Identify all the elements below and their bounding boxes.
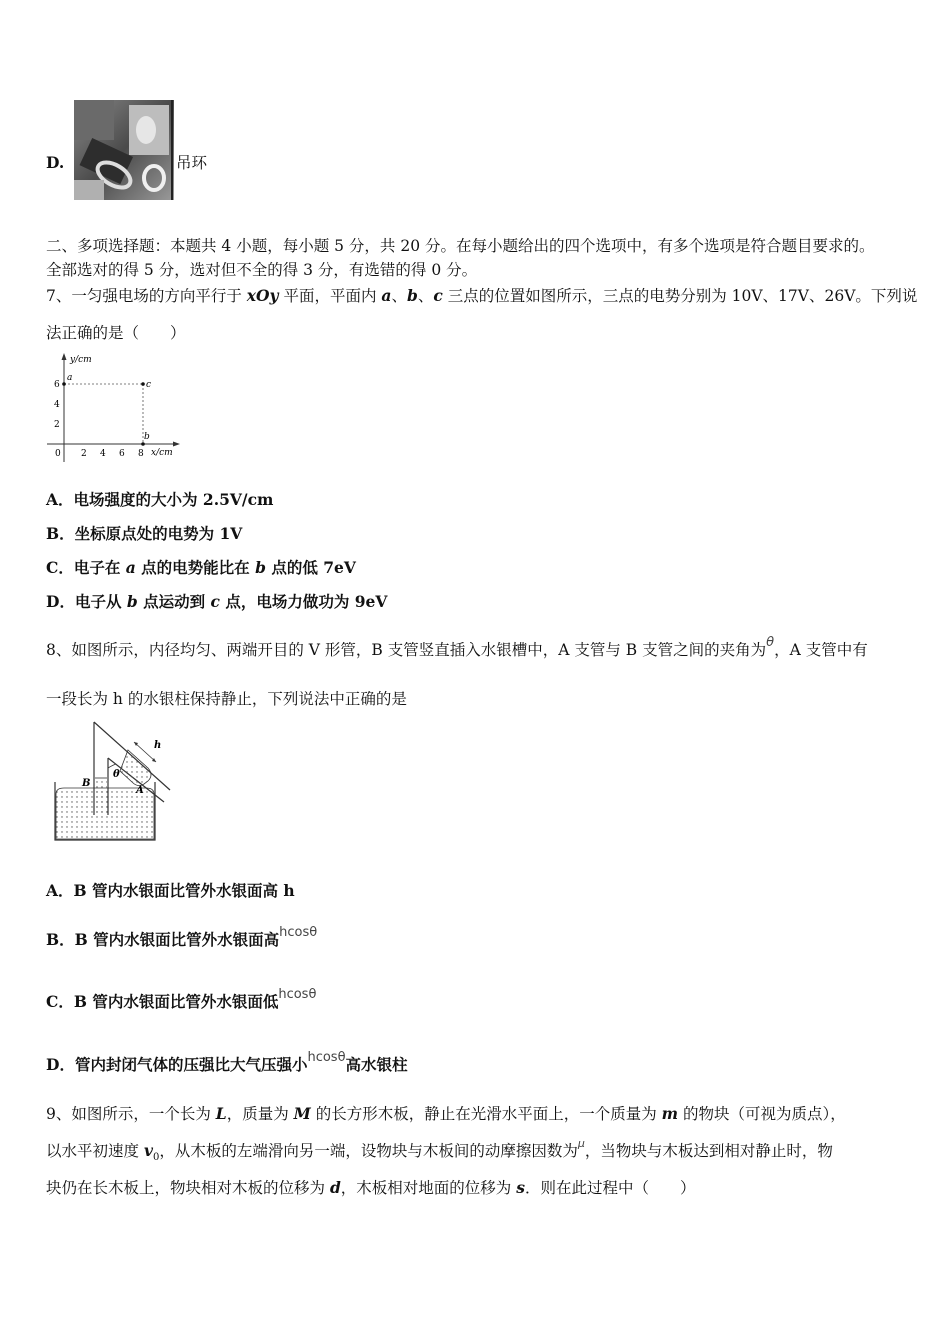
- label-h: h: [154, 740, 162, 751]
- q7-point-c: c: [433, 286, 443, 305]
- section2-instructions-2: 全部选对的得 5 分，选对但不全的得 3 分，有选错的得 0 分。: [46, 261, 478, 279]
- q8-option-a: A．B 管内水银面比管外水银面高 h: [46, 881, 295, 900]
- q9-stem-line1: [46, 1104, 846, 1124]
- q7-option-c-text: C．电子在: [46, 558, 126, 577]
- ring-photo-image: [74, 100, 174, 200]
- q7-figure: [44, 350, 184, 465]
- y-tick-2: 2: [54, 420, 60, 430]
- point-b-dot: [141, 442, 145, 446]
- q6-option-d-text: 吊环: [176, 154, 208, 172]
- q7-stem-text: 三点的位置如图所示，三点的电势分别为 10V、17V、26V。下列说: [442, 287, 918, 305]
- q9-var-m: m: [661, 1104, 679, 1123]
- q8-option-d: [46, 1050, 408, 1077]
- q7-option-c-var: b: [255, 558, 266, 577]
- point-b-label: b: [144, 432, 150, 442]
- q6-option-d-letter: D.: [46, 153, 65, 172]
- q7-option-a: A．电场强度的大小为 2.5V/cm: [46, 490, 274, 509]
- x-tick-2: 2: [81, 449, 87, 459]
- q9-stem-line2: [46, 1137, 833, 1168]
- q8-option-c-expr: hcosθ: [278, 987, 317, 1002]
- y-tick-4: 4: [54, 400, 60, 410]
- ring-photo: [74, 100, 174, 200]
- q8-option-c: [46, 987, 317, 1014]
- q8-option-b-expr: hcosθ: [279, 925, 318, 940]
- q8-stem-line1: [46, 635, 868, 662]
- x-axis-label: x/cm: [151, 448, 173, 458]
- section2-instructions-1: 二、多项选择题：本题共 4 小题，每小题 5 分，共 20 分。在每小题给出的四个选项中，有多个选项是符合题目要求的。: [46, 237, 875, 255]
- q7-option-d-text: D．电子从: [46, 592, 127, 611]
- q8-vtube-diagram: [50, 720, 200, 845]
- point-a-dot: [62, 382, 66, 386]
- q7-stem-text: 7、一匀强电场的方向平行于: [46, 287, 247, 305]
- q9-stem-text: ．则在此过程中（ ）: [524, 1179, 696, 1197]
- x-tick-8: 8: [138, 449, 144, 459]
- q9-stem-text: 的物块（可视为质点），: [678, 1105, 846, 1123]
- label-b: B: [82, 778, 91, 789]
- tube-b-mercury: [95, 778, 107, 815]
- q7-option-d-text: 点，电场力做功为 9eV: [219, 592, 388, 611]
- q7-stem-line2: 法正确的是（ ）: [46, 324, 186, 342]
- q8-stem-text: ，A 支管中有: [774, 641, 868, 659]
- q9-var-d: d: [329, 1178, 341, 1197]
- q8-option-b: [46, 925, 318, 952]
- q8-figure: [50, 720, 200, 845]
- q9-var-l: L: [215, 1104, 227, 1123]
- q7-option-c-text: 点的低 7eV: [265, 558, 356, 577]
- q9-stem-text: ，木板相对地面的位移为: [340, 1179, 517, 1197]
- q7-option-d-var: b: [126, 592, 138, 611]
- x-tick-6: 6: [119, 449, 125, 459]
- q9-stem-text: 的长方形木板，静止在光滑水平面上，一个质量为: [310, 1105, 662, 1123]
- y-axis-arrow-icon: [62, 353, 67, 360]
- q9-mu-symbol: μ: [577, 1137, 585, 1150]
- theta-arc: [108, 764, 116, 768]
- q8-option-d-text: D．管内封闭气体的压强比大气压强小: [46, 1055, 308, 1074]
- q7-option-d: [46, 592, 387, 612]
- q7-option-c: [46, 558, 356, 578]
- x-tick-0: 0: [55, 449, 61, 459]
- q7-option-d-text: 点运动到: [137, 592, 211, 611]
- q9-stem-text: ，当物块与木板达到相对静止时，物: [584, 1142, 833, 1160]
- q6-option-d: [46, 153, 64, 173]
- q7-stem-line1: [46, 286, 917, 306]
- q8-theta-symbol: θ: [766, 635, 775, 650]
- q9-var-s: s: [516, 1178, 525, 1197]
- q8-option-d-text: 高水银柱: [345, 1055, 408, 1074]
- q9-stem-text: 9、如图所示，一个长为: [46, 1105, 216, 1123]
- q8-stem-text: 8、如图所示，内径均匀、两端开目的 V 形管，B 支管竖直插入水银槽中，A 支管与 B 支管之间的夹角为: [46, 641, 767, 659]
- q8-option-d-expr: hcosθ: [307, 1050, 346, 1065]
- q7-option-d-var: c: [210, 592, 220, 611]
- y-axis-label: y/cm: [70, 355, 92, 365]
- q8-option-b-text: B．B 管内水银面比管外水银面高: [46, 930, 280, 949]
- q7-option-b: B．坐标原点处的电势为 1V: [46, 524, 243, 543]
- point-c-dot: [141, 382, 145, 386]
- tube-a-mercury-column: [120, 750, 151, 786]
- q9-var-v-subscript: 0: [152, 1152, 160, 1164]
- q9-stem-text: ，从木板的左端滑向另一端，设物块与木板间的动摩擦因数为: [159, 1142, 578, 1160]
- q9-stem-text: ，质量为: [226, 1105, 294, 1123]
- q9-var-m-big: M: [293, 1104, 311, 1123]
- q7-sep: 、: [417, 287, 434, 305]
- q7-point-a: a: [381, 286, 392, 305]
- q9-stem-text: 以水平初速度: [46, 1142, 144, 1160]
- q7-point-b: b: [406, 286, 418, 305]
- q7-sep: 、: [391, 287, 407, 305]
- q7-option-c-var: a: [125, 558, 136, 577]
- label-theta: θ: [113, 769, 120, 780]
- q8-option-c-text: C．B 管内水银面比管外水银面低: [46, 992, 279, 1011]
- q7-coordinate-plot: [44, 350, 184, 465]
- q9-stem-text: 块仍在长木板上，物块相对木板的位移为: [46, 1179, 330, 1197]
- q7-plane-var: xOy: [246, 286, 279, 305]
- label-a: A: [136, 785, 144, 796]
- q7-stem-text: 平面，平面内: [278, 287, 382, 305]
- q9-var-v: v: [143, 1141, 153, 1160]
- point-a-label: a: [67, 373, 73, 383]
- q7-option-c-text: 点的电势能比在: [135, 558, 256, 577]
- point-c-label: c: [146, 380, 152, 390]
- y-tick-6: 6: [54, 380, 60, 390]
- x-tick-4: 4: [100, 449, 106, 459]
- q8-stem-line2: 一段长为 h 的水银柱保持静止，下列说法中正确的是: [46, 690, 407, 708]
- x-axis-arrow-icon: [173, 442, 180, 447]
- q9-stem-line3: [46, 1178, 695, 1198]
